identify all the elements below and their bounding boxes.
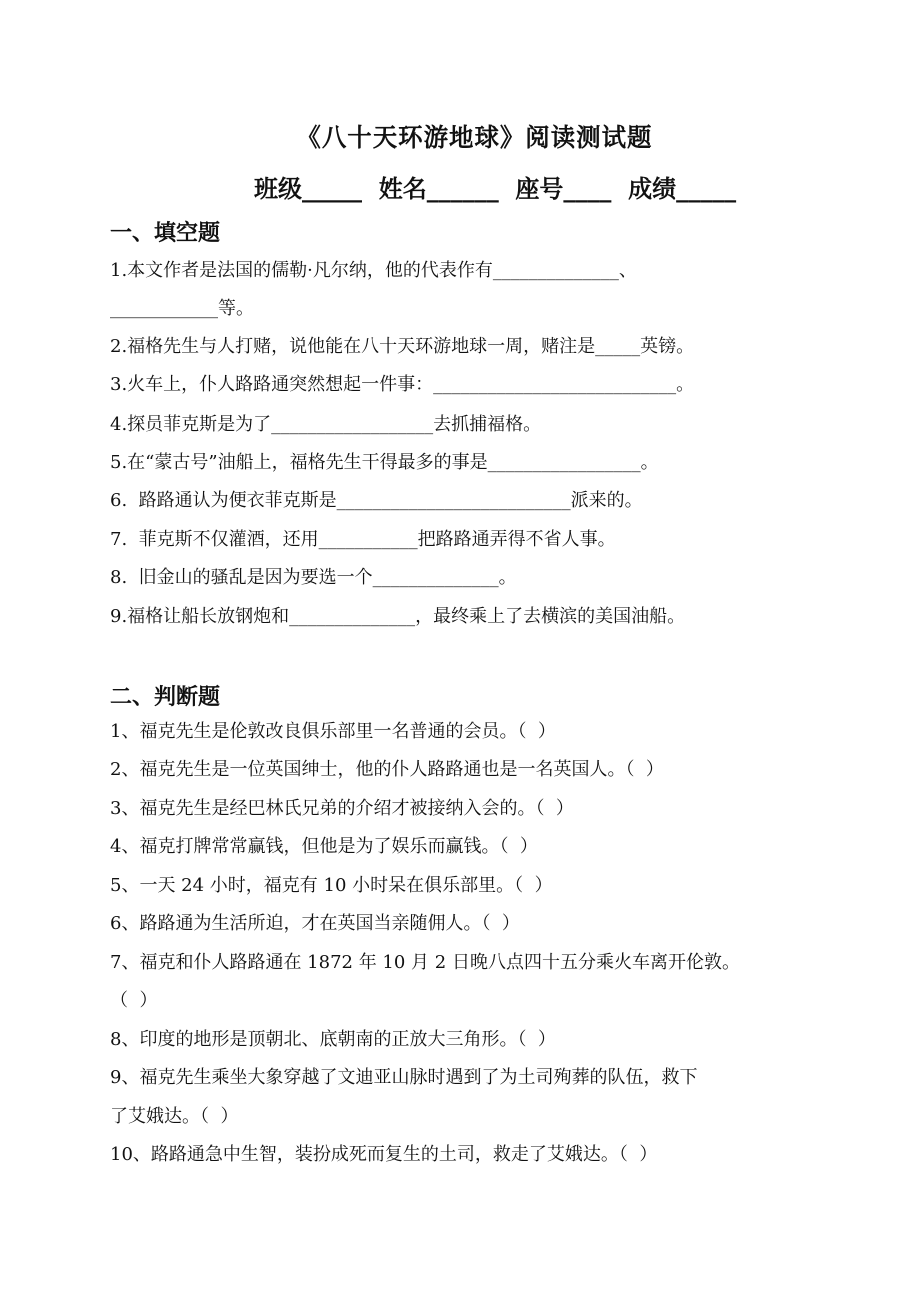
- true-false-line: 5、一天 24 小时，福克有 10 小时呆在俱乐部里。（ ）: [110, 875, 553, 896]
- fill-blank-line: 1.本文作者是法国的儒勒·凡尔纳，他的代表作有______________、: [110, 260, 637, 281]
- fill-blank-line: 4.探员菲克斯是为了__________________去抓捕福格。: [110, 414, 542, 435]
- fill-blank-line: 3.火车上，仆人路路通突然想起一件事：___________________________。: [110, 374, 695, 395]
- true-false-line: 2、福克先生是一位英国绅士，他的仆人路路通也是一名英国人。（ ）: [110, 759, 664, 780]
- true-false-line: 7、福克和仆人路路通在 1872 年 10 月 2 日晚八点四十五分乘火车离开伦敦。: [110, 952, 740, 973]
- fill-blank-line: 8. 旧金山的骚乱是因为要选一个______________。: [110, 567, 517, 588]
- true-false-line: 4、福克打牌常常赢钱，但他是为了娱乐而赢钱。（ ）: [110, 836, 538, 857]
- fill-blank-line: 5.在“蒙古号”油船上，福格先生干得最多的事是_________________。: [110, 452, 659, 473]
- fill-blank-line: 6. 路路通认为便衣菲克斯是__________________________派来的。: [110, 490, 643, 511]
- true-false-line: 10、路路通急中生智，装扮成死而复生的土司，救走了艾娥达。（ ）: [110, 1144, 658, 1165]
- true-false-line: 8、印度的地形是顶朝北、底朝南的正放大三角形。（ ）: [110, 1029, 556, 1050]
- true-false-line: （ ）: [110, 990, 158, 1011]
- section-heading-fill-blank: 一、填空题: [110, 221, 221, 246]
- true-false-line: 6、路路通为生活所迫，才在英国当亲随佣人。（ ）: [110, 913, 520, 934]
- fill-blank-line: 9.福格让船长放钢炮和______________，最终乘上了去横滨的美国油船。: [110, 606, 686, 627]
- section-heading-true-false: 二、判断题: [110, 685, 221, 710]
- true-false-line: 1、福克先生是伦敦改良俱乐部里一名普通的会员。（ ）: [110, 721, 556, 742]
- fill-blank-line: ____________等。: [110, 298, 254, 319]
- fill-blank-line: 2.福格先生与人打赌，说他能在八十天环游地球一周，赌注是_____英镑。: [110, 336, 695, 357]
- true-false-line: 3、福克先生是经巴林氏兄弟的介绍才被接纳入会的。（ ）: [110, 798, 574, 819]
- true-false-line: 9、福克先生乘坐大象穿越了文迪亚山脉时遇到了为土司殉葬的队伍，救下: [110, 1067, 698, 1088]
- page-title: 《八十天环游地球》阅读测试题: [296, 123, 653, 152]
- fill-blank-line: 7. 菲克斯不仅灌酒，还用___________把路路通弄得不省人事。: [110, 529, 616, 550]
- student-info-line: 班级_____ 姓名______ 座号____ 成绩_____: [254, 175, 737, 203]
- true-false-line: 了艾娥达。（ ）: [110, 1106, 239, 1127]
